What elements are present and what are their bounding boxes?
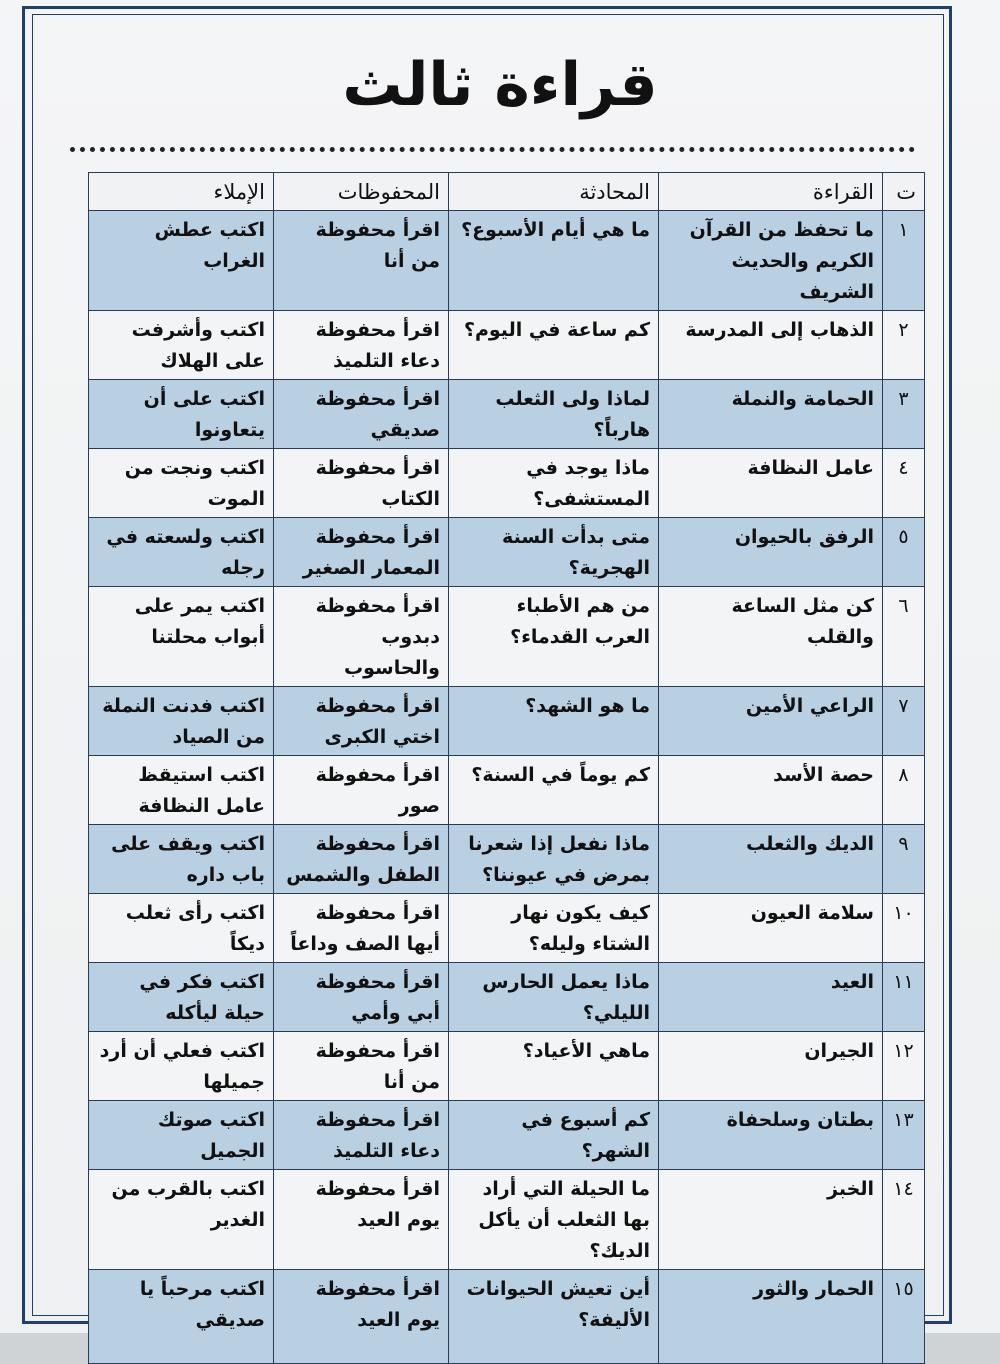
cell-reading: حصة الأسد	[659, 756, 883, 825]
cell-conversation: ما الحيلة التي أراد بها الثعلب أن يأكل الديك؟	[449, 1170, 659, 1270]
cell-memorization: اقرأ محفوظة من أنا	[274, 211, 449, 311]
cell-conversation: لماذا ولى الثعلب هارباً؟	[449, 380, 659, 449]
cell-num: ١٤	[883, 1170, 925, 1270]
header-conversation: المحادثة	[449, 173, 659, 211]
cell-num: ٨	[883, 756, 925, 825]
cell-memorization: اقرأ محفوظة دعاء التلميذ	[274, 311, 449, 380]
cell-dictation: اكتب فعلي أن أرد جميلها	[89, 1032, 274, 1101]
cell-reading: ما تحفظ من القرآن الكريم والحديث الشريف	[659, 211, 883, 311]
cell-dictation: اكتب يمر على أبواب محلتنا	[89, 587, 274, 687]
page-title: قراءة ثالث	[342, 50, 658, 120]
cell-conversation: ماذا نفعل إذا شعرنا بمرض في عيوننا؟	[449, 825, 659, 894]
cell-reading: كن مثل الساعة والقلب	[659, 587, 883, 687]
cell-dictation: اكتب على أن يتعاونوا	[89, 380, 274, 449]
cell-conversation: ما هي أيام الأسبوع؟	[449, 211, 659, 311]
cell-conversation: من هم الأطباء العرب القدماء؟	[449, 587, 659, 687]
cell-memorization: اقرأ محفوظة المعمار الصغير	[274, 518, 449, 587]
cell-reading: الحمار والثور	[659, 1270, 883, 1364]
cell-memorization: اقرأ محفوظة أيها الصف وداعاً	[274, 894, 449, 963]
cell-dictation: اكتب فكر في حيلة ليأكله	[89, 963, 274, 1032]
cell-conversation: ماذا يوجد في المستشفى؟	[449, 449, 659, 518]
cell-dictation: اكتب صوتك الجميل	[89, 1101, 274, 1170]
header-memorization: المحفوظات	[274, 173, 449, 211]
header-reading: القراءة	[659, 173, 883, 211]
cell-num: ١٢	[883, 1032, 925, 1101]
cell-reading: الحمامة والنملة	[659, 380, 883, 449]
cell-reading: بطتان وسلحفاة	[659, 1101, 883, 1170]
table-row	[89, 756, 925, 825]
cell-dictation: اكتب ولسعته في رجله	[89, 518, 274, 587]
cell-dictation: اكتب وأشرفت على الهلاك	[89, 311, 274, 380]
cell-conversation: أين تعيش الحيوانات الأليفة؟	[449, 1270, 659, 1364]
table-row	[89, 1170, 925, 1270]
cell-memorization: اقرأ محفوظة يوم العيد	[274, 1270, 449, 1364]
table-row	[89, 825, 925, 894]
cell-dictation: اكتب بالقرب من الغدير	[89, 1170, 274, 1270]
cell-num: ٦	[883, 587, 925, 687]
cell-memorization: اقرأ محفوظة دعاء التلميذ	[274, 1101, 449, 1170]
cell-memorization: اقرأ محفوظة دبدوب والحاسوب	[274, 587, 449, 687]
dotted-divider	[70, 147, 915, 158]
cell-memorization: اقرأ محفوظة اختي الكبرى	[274, 687, 449, 756]
cell-memorization: اقرأ محفوظة أبي وأمي	[274, 963, 449, 1032]
cell-num: ٢	[883, 311, 925, 380]
table-row	[89, 211, 925, 311]
cell-num: ٧	[883, 687, 925, 756]
table-header-row	[89, 173, 925, 211]
cell-num: ١٠	[883, 894, 925, 963]
cell-reading: الرفق بالحيوان	[659, 518, 883, 587]
cell-num: ٥	[883, 518, 925, 587]
cell-conversation: كم ساعة في اليوم؟	[449, 311, 659, 380]
cell-reading: الراعي الأمين	[659, 687, 883, 756]
cell-num: ١٥	[883, 1270, 925, 1364]
cell-dictation: اكتب فدنت النملة من الصياد	[89, 687, 274, 756]
table-row	[89, 1270, 925, 1364]
table-row	[89, 518, 925, 587]
cell-dictation: اكتب مرحباً يا صديقي	[89, 1270, 274, 1364]
cell-reading: سلامة العيون	[659, 894, 883, 963]
cell-num: ٣	[883, 380, 925, 449]
cell-reading: الذهاب إلى المدرسة	[659, 311, 883, 380]
cell-memorization: اقرأ محفوظة صور	[274, 756, 449, 825]
header-num: ت	[883, 173, 925, 211]
lesson-schedule-table	[88, 172, 925, 1364]
cell-conversation: ماذا يعمل الحارس الليلي؟	[449, 963, 659, 1032]
cell-conversation: كيف يكون نهار الشتاء وليله؟	[449, 894, 659, 963]
table-row	[89, 449, 925, 518]
table-row	[89, 311, 925, 380]
cell-memorization: اقرأ محفوظة من أنا	[274, 1032, 449, 1101]
cell-dictation: اكتب ونجت من الموت	[89, 449, 274, 518]
cell-conversation: ما هو الشهد؟	[449, 687, 659, 756]
cell-conversation: ماهي الأعياد؟	[449, 1032, 659, 1101]
cell-memorization: اقرأ محفوظة الطفل والشمس	[274, 825, 449, 894]
cell-num: ٤	[883, 449, 925, 518]
cell-reading: العيد	[659, 963, 883, 1032]
cell-conversation: كم أسبوع في الشهر؟	[449, 1101, 659, 1170]
cell-reading: الديك والثعلب	[659, 825, 883, 894]
cell-num: ١٣	[883, 1101, 925, 1170]
table-row	[89, 687, 925, 756]
cell-reading: الخبز	[659, 1170, 883, 1270]
cell-dictation: اكتب ويقف على باب داره	[89, 825, 274, 894]
cell-num: ٩	[883, 825, 925, 894]
header-dictation: الإملاء	[89, 173, 274, 211]
cell-memorization: اقرأ محفوظة الكتاب	[274, 449, 449, 518]
table-row	[89, 1032, 925, 1101]
cell-num: ١	[883, 211, 925, 311]
cell-memorization: اقرأ محفوظة صديقي	[274, 380, 449, 449]
cell-conversation: كم يوماً في السنة؟	[449, 756, 659, 825]
cell-memorization: اقرأ محفوظة يوم العيد	[274, 1170, 449, 1270]
table-row	[89, 587, 925, 687]
table-row	[89, 380, 925, 449]
table-row	[89, 963, 925, 1032]
cell-dictation: اكتب عطش الغراب	[89, 211, 274, 311]
cell-conversation: متى بدأت السنة الهجرية؟	[449, 518, 659, 587]
cell-reading: عامل النظافة	[659, 449, 883, 518]
cell-reading: الجيران	[659, 1032, 883, 1101]
cell-dictation: اكتب استيقظ عامل النظافة	[89, 756, 274, 825]
cell-num: ١١	[883, 963, 925, 1032]
cell-dictation: اكتب رأى ثعلب ديكاً	[89, 894, 274, 963]
table-row	[89, 1101, 925, 1170]
table-row	[89, 894, 925, 963]
